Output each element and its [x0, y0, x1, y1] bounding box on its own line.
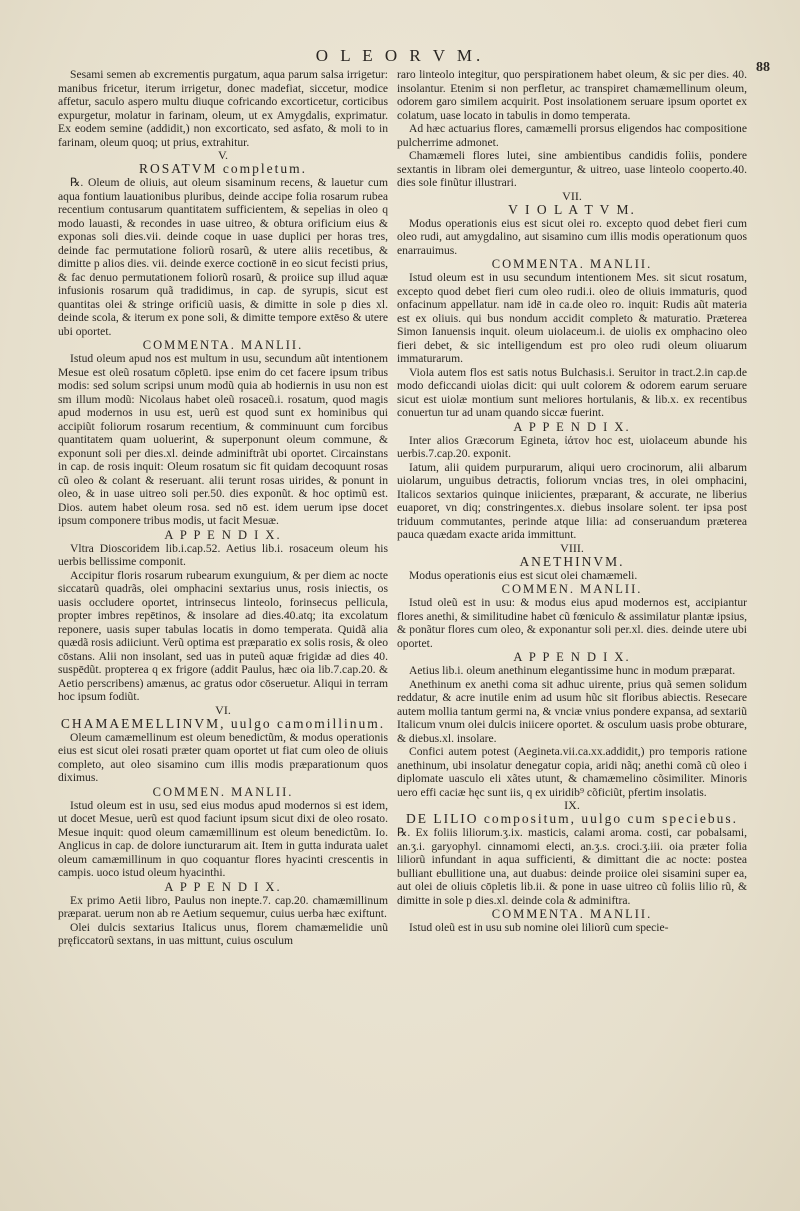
paragraph: Modus operationis eius est sicut olei ro. excepto quod debet fieri cum oleo rudi, aut amygdalino, aut sisamino cum illis modis operationum quos enarrauimus. [397, 216, 747, 257]
section-number: VIII. [560, 540, 584, 555]
section-number: IX. [564, 798, 580, 812]
appendix-heading: A P P E N D I X. [513, 419, 631, 434]
paragraph: Sesami semen ab excrementis purgatum, aqua parum salsa irrigetur: manibus fricetur, iterum irrigetur, donec madefiat, siccetur, modice affetur, saculo aspero multu diuque cofricando excorticetur, corticibus expurgetur, molatur in farinam, oleum, ut ex Amygdalis, exprimatur. Ex eodem semine (addidit,) non excorticato, sed asfato, & moli to in farinam, oleum quoq; ut prius, extrahitur. [58, 68, 388, 149]
paragraph: Chamæmeli flores lutei, sine ambientibus candidis folìis, pondere sextantis in libram olei demerguntur, & uitreo, uase linteolo cooperto.40. dies sole finũtur illustrari. [397, 149, 747, 189]
section-title: ANETHINVM. [519, 553, 625, 569]
paragraph: Vltra Dioscoridem lib.i.cap.52. Aetius lib.i. rosaceum oleum his uerbis bellissime componit. [58, 541, 388, 568]
commentary-heading: COMMENTA. MANLII. [142, 338, 304, 352]
paragraph: Ad hæc actuarius flores, camæmelli prorsus eligendos hac compositione pulcherrime admonet. [397, 122, 747, 149]
paragraph: Accipitur floris rosarum rubearum exunguium, & per diem ac nocte siccatarũ quadrãs, olei omphacini sextarius unus, rosis iniectis, os uasis occludere oportet, intrinsecus linteolo, forinsecus pellicula, propter imbres repētinos, & insolare ad dies.40.atq; ita excolatum reponere, uasis super tabulas locatis in domo temperata. Quidã alia quædã rosis adiiciunt. Verũ optima est præparatio ex solis rosis, & oleo cōstans. Alii non insolant, sed uas in puteũ aquæ frigidæ ad dies 40. suspēdũt. propterea q ex frigore (addit Paulus, hæc oia lib.7.cap.20. & Aetio perscribens) amænus, ac gratus odor cōseruetur. Aliqui in terram hoc ipsum fodiũt. [58, 568, 388, 703]
paragraph: ℞. Oleum de oliuis, aut oleum sisaminum recens, & lauetur cum aqua fontium lauationibus pluribus, deinde accipe folia rosarum rubea recentium contusarum quantitatem sufficientem, & sepelias in oleo q modo lauasti, & recondes in uase uitreo, & obtura orificium eius & exponas soli dies.vii. deinde coque in uase duplici per horas tres, deinde fac permutatione foliorũ rosarũ, & utere aliis recetibus, & dimitte p alios dies. vii. deinde exerce coctionē in eo sicut fecisti prius, & fac denuo permutationem foliorũ rosarũ, & proiice sup illud aquæ infusionis rosarum quã tradidimus, in cap. de syrupis, sicut est quantitas olei & stringe orificiũ uasis, & dimitte in sole p dies xl. deinde scola, & iterum ex pone soli, & dimitte tempore extēso & utere ubi oportet. [58, 176, 388, 338]
paragraph: Olei dulcis sextarius Italicus unus, florem chamæmelidie unũ pręficcatorũ sextans, in uas mittunt, cuius osculum [58, 920, 388, 947]
appendix-heading: A P P E N D I X. [513, 650, 631, 664]
section-number: VI. [215, 702, 231, 717]
section-title: DE LILIO compositum, uulgo cum speciebus. [405, 811, 739, 826]
appendix-heading: A P P E N D I X. [164, 879, 282, 894]
section-number: VII. [562, 188, 582, 203]
paragraph: Istud oleũ est in usu sub nomine olei liliorũ cum specie- [409, 921, 669, 934]
paragraph: Inter alios Græcorum Egineta, ἰάτον hoc est, uiolaceum abunde his uerbis.7.cap.20. exponit. [397, 433, 747, 460]
paragraph: Ex primo Aetii libro, Paulus non inepte.7. cap.20. chamæmillinum præparat. uerum non ab re Aetium sequemur, cuius uerba hæc exiftunt. [58, 893, 388, 920]
paragraph: Modus operationis eius est sicut olei chamæmeli. [409, 568, 638, 582]
paragraph: Istud oleũ est in usu: & modus eius apud modernos est, accipiantur flores anethi, & similitudine habet cũ fœniculo & assimilatur plantæ ipsius, & ponãtur flores cum oleo, & exponantur soli per.xl. dies. deinde utere ubi oportet. [397, 596, 747, 650]
running-head: O L E O R V M. [315, 46, 485, 65]
paragraph: Oleum camæmellinum est oleum benedictũm, & modus operationis eius est sicut olei rosati præter quam oportet ut fiat cum oleo de oliuis completo, aut oleo sisamino cum illis modis præparationum quos diximus. [58, 730, 388, 784]
paragraph: Confici autem potest (Aegineta.vii.ca.xx.addidit,) pro temporis ratione anethinum, ubi insolatur denegatur copia, aridi nãq; anethi comã cũ oleo i diplomate uasculo eli xãtes utunt, & chamæmelino cõsimiliter. Minoris uero effi caciæ hęc sunt iis, q ex uiridib⁹ cõficiũt, pfertim insolatis. [397, 745, 747, 799]
paragraph: ℞. Ex foliis liliorum.ʒ.ix. masticis, calami aroma. costi, car pobalsami, an.ʒ.i. garyophyl. cinnamomi electi, an.ʒ.s. croci.ʒ.iii. oia præter folia liliorũ infundant in aqua sufficienti, & dimittant die ac nocte: postea bulliant ebullitione una, aut duabus: deinde proiice olei sisamini super ea, aut olei de oliuis cōpletis lib.ii. & pone in uase uitreo cũ foliis lilio rũ, & dimitte in sole p dies.xl. deinde cola & adminiftra. [397, 826, 747, 907]
section-title: ROSATVM completum. [138, 161, 307, 176]
paragraph: Aetius lib.i. oleum anethinum elegantissime hunc in modum præparat. [409, 664, 736, 677]
paragraph: Istud oleum est in usu, sed eius modus apud modernos si est idem, ut docet Mesue, uerũ est quod faciunt ipsum sicut dixi de oleo rosato. Mesue inquit: quod oleum camæmillinum est oleum benedictũm. Io. Anglicus in cap. de dolore iuncturarum ait. Item in gutta indurata ualet oleum camæmillinum in quo coquantur flores hyacinti crescentis in campis. uoco istud oleum hyacinthi. [58, 798, 388, 879]
right-column [397, 68, 747, 935]
appendix-heading: A P P E N D I X. [164, 527, 282, 542]
paragraph: raro linteolo integitur, quo perspirationem habet oleum, & sic per dies. 40. insolantur. Etenim si non perfletur, ac transpiret chamæmellinum oleum, odorem garo similem acquirit. Post insolationem seruare ipsum oportet ex colatum, uase locato in tabulis in domo temperata. [397, 68, 747, 122]
left-column [58, 68, 388, 948]
paragraph: Viola autem flos est satis notus Bulchasis.i. Seruitor in tract.2.in cap.de modo deficcandi uiolas dicit: qui uult colorem & odorem earum seruare sicut est uiolæ montium sunt meliores hortulanis, & lib.x. ex recentibus conuertun tur ad unam quando siccæ fuerint. [397, 365, 747, 419]
paragraph: Iatum, alii quidem purpurarum, aliqui uero crocinorum, alii albarum uiolarum, unguibus detractis, foliorum vncias tres, in olei omphacini, Italicos sextarios quinque iniicientes, præparant, & accurate, ne liberius euaporet, vn diq; constringentes.x. diebus insolare solent. ter ipsa post triduum commutantes, perinde atque lilia: ad conseruandum præterea pauca quædam exacte arida immittunt. [397, 460, 747, 541]
commentary-heading: COMMENTA. MANLII. [491, 907, 653, 921]
paragraph: Istud oleum apud nos est multum in usu, secundum aũt intentionem Mesue est oleũ rosatum cōpletū. ipse enim do cet facere ipsum tribus modis: sed solum scripsi unum modũ quia ab hodiernis in usu non est sm illum modũ: Nicolaus habet oleũ rosaceũ.i. rosatum, quod magis apud modernos in usu est, uerũ est quod sunt ex hominibus qui accipiũt foliorum rosarum recentium, & comminuunt cum forcibus quantitatem quam uoluerint, & superponunt oleum commune, & exponunt soli per dies.xl. deinde adminiftrãt ubi oportet. Circainstans in cap. de rosis inquit: Oleum rosatum sic fit quidam decoquunt rosas cũ oleo & colant & reseruant. alii terunt rosas uirides, & ponunt in oleo, & in uase uitreo soli per.50. dies exponũt. & hoc optimũ est. Dios. autem habet oleum rosa. sed nō est. idem uerum ipse docet ipsum componere tribus modis, ut facit Mesuæ. [58, 352, 388, 527]
page-number: 88 [756, 60, 770, 75]
commentary-heading: COMMEN. MANLII. [501, 582, 643, 596]
section-number: V. [217, 148, 229, 162]
commentary-heading: COMMEN. MANLII. [152, 784, 294, 799]
section-title: V I O L A T V M. [508, 201, 636, 217]
paragraph: Anethinum ex anethi coma sit adhuc uirente, prius quã semen solidum reddatur, & acre inutile enim ad usum hũc sit floribus abiectis. Resecare autem mollia tantum germi na, & vnciæ vnius pondere expansa, ad sextariũ Italicum vnum olei dulcis iniicere oportet. & osculum uasis probe obturare, & diebus.xl. insolare. [397, 677, 747, 745]
paragraph: Istud oleum est in usu secundum intentionem Mes. sit sicut rosatum, excepto quod debet fieri cum oleo rudi.i. oleo de oliuis immaturis, quod onfacinum appellatur. nam idē in ca.de oleo ro. inquit: Rudis aũt materia est ex oliuis. qui bus nondum accidit completo & maturatio. Præterea Simon Ianuensis inquit. oleum uiolaceum.i. de uiolis ex omphacino oleo fieri debet, & sic intelligendum est pro oleo rudi oleum oliuarum immaturarum. [397, 271, 747, 365]
commentary-heading: COMMENTA. MANLII. [491, 257, 653, 271]
section-title: CHAMAEMELLINVM, uulgo camomillinum. [60, 715, 386, 731]
